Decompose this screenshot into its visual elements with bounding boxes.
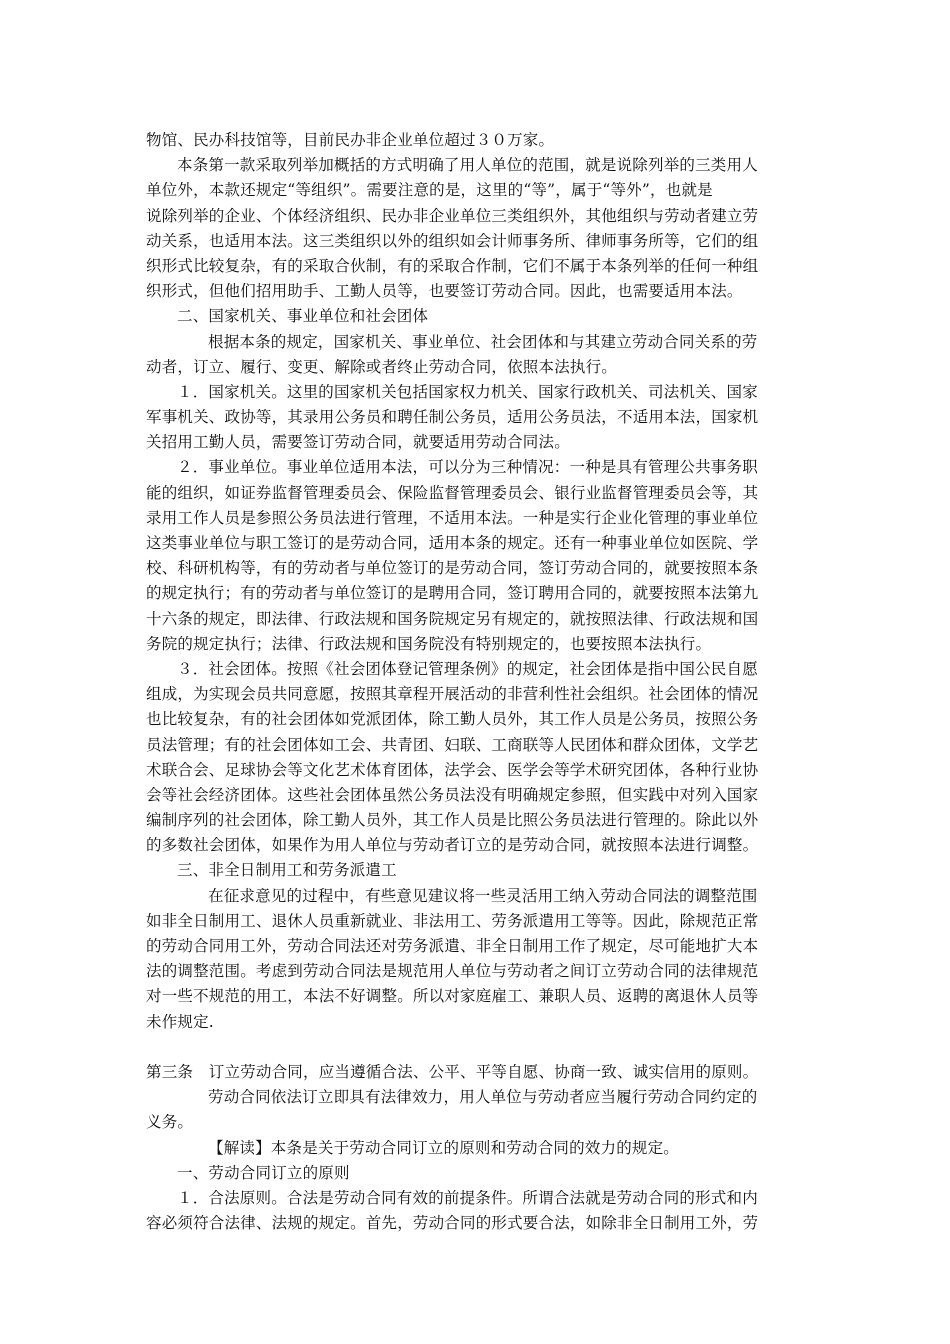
text-line: 也比较复杂，有的社会团体如党派团体，除工勤人员外，其工作人员是公务员，按照公务	[146, 710, 759, 729]
text-line: 织形式比较复杂，有的采取合伙制，有的采取合作制，它们不属于本条列举的任何一种组	[146, 256, 759, 275]
text-line: 织形式，但他们招用助手、工勤人员等，也要签订劳动合同。因此，也需要适用本法。	[146, 282, 743, 301]
text-line: 一、劳动合同订立的原则	[177, 1163, 350, 1182]
text-line: １．国家机关。这里的国家机关包括国家权力机关、国家行政机关、司法机关、国家	[177, 382, 758, 401]
text-line: 员法管理；有的社会团体如工会、共青团、妇联、工商联等人民团体和群众团体，文学艺	[146, 735, 759, 754]
text-line: 这类事业单位与职工签订的是劳动合同，适用本条的规定。还有一种事业单位如医院、学	[146, 534, 759, 552]
text-line: 动关系，也适用本法。这三类组织以外的组织如会计师事务所、律师事务所等，它们的组	[146, 231, 759, 250]
text-line: 组成，为实现会员共同意愿，按照其章程开展活动的非营利性社会组织。社会团体的情况	[146, 685, 759, 704]
text-line: 的规定执行；有的劳动者与单位签订的是聘用合同，签订聘用合同的，就要按照本法第九	[146, 584, 759, 603]
text-line: 能的组织，如证券监督管理委员会、保险监督管理委员会、银行业监督管理委员会等，其	[146, 483, 759, 502]
text-line: 根据本条的规定，国家机关、事业单位、社会团体和与其建立劳动合同关系的劳	[208, 332, 758, 351]
text-line: 在征求意见的过程中，有些意见建议将一些灵活用工纳入劳动合同法的调整范围	[208, 886, 758, 905]
text-line: 物馆、民办科技馆等，目前民办非企业单位超过３０万家。	[146, 131, 555, 149]
document-page	[146, 128, 814, 1236]
text-line: 法的调整范围。考虑到劳动合同法是规范用人单位与劳动者之间订立劳动合同的法律规范	[146, 962, 759, 981]
text-line: 本条第一款采取列举加概括的方式明确了用人单位的范围，就是说除列举的三类用人	[177, 156, 758, 175]
text-line: 说除列举的企业、个体经济组织、民办非企业单位三类组织外，其他组织与劳动者建立劳	[146, 206, 759, 225]
text-line: 未作规定.	[146, 1012, 214, 1031]
text-line: 第三条 订立劳动合同，应当遵循合法、公平、平等自愿、协商一致、诚实信用的原则。	[146, 1062, 759, 1081]
text-line: 编制序列的社会团体，除工勤人员外，其工作人员是比照公务员法进行管理的。除此以外	[146, 811, 759, 830]
text-line: 如非全日制用工、退休人员重新就业、非法用工、劳务派遣用工等等。因此，除规范正常	[146, 911, 759, 930]
text-line: 的多数社会团体，如果作为用人单位与劳动者订立的是劳动合同，就按照本法进行调整。	[146, 836, 759, 855]
text-line: 军事机关、政协等，其录用公务员和聘任制公务员，适用公务员法，不适用本法，国家机	[146, 408, 759, 427]
text-line: 务院的规定执行；法律、行政法规和国务院没有特别规定的，也要按照本法执行。	[146, 634, 712, 653]
text-line: 校、科研机构等，有的劳动者与单位签订的是劳动合同，签订劳动合同的，就要按照本条	[146, 559, 759, 578]
text-line: 【解读】本条是关于劳动合同订立的原则和劳动合同的效力的规定。	[208, 1138, 680, 1157]
blank-line	[146, 1035, 814, 1060]
text-line: 十六条的规定，即法律、行政法规和国务院规定另有规定的，就按照法律、行政法规和国	[146, 609, 759, 628]
text-line: 的劳动合同用工外，劳动合同法还对劳务派遣、非全日制用工作了规定，尽可能地扩大本	[146, 937, 759, 955]
text-line: 义务。	[146, 1113, 194, 1132]
text-line: 会等社会经济团体。这些社会团体虽然公务员法没有明确规定参照，但实践中对列入国家	[146, 785, 759, 804]
text-line: １．合法原则。合法是劳动合同有效的前提条件。所谓合法就是劳动合同的形式和内	[177, 1188, 758, 1207]
text-line: 容必须符合法律、法规的规定。首先，劳动合同的形式要合法，如除非全日制用工外，劳	[146, 1214, 759, 1233]
text-line: 对一些不规范的用工，本法不好调整。所以对家庭雇工、兼职人员、返聘的离退休人员等	[146, 987, 759, 1006]
text-line: 二、国家机关、事业单位和社会团体	[177, 307, 429, 326]
text-line: 三、非全日制用工和劳务派遣工	[177, 861, 397, 880]
text-line: ３．社会团体。按照《社会团体登记管理条例》的规定，社会团体是指中国公民自愿	[177, 659, 758, 678]
text-line: ２．事业单位。事业单位适用本法，可以分为三种情况：一种是具有管理公共事务职	[177, 458, 758, 477]
text-line: 劳动合同依法订立即具有法律效力，用人单位与劳动者应当履行劳动合同约定的	[208, 1088, 758, 1107]
text-line: 动者，订立、履行、变更、解除或者终止劳动合同，依照本法执行。	[146, 357, 618, 376]
text-line: 单位外，本款还规定“等组织”。需要注意的是，这里的“等”，属于“等外”，也就是	[146, 181, 713, 200]
text-line: 关招用工勤人员，需要签订劳动合同，就要适用劳动合同法。	[146, 433, 570, 452]
text-line: 录用工作人员是参照公务员法进行管理，不适用本法。一种是实行企业化管理的事业单位	[146, 508, 759, 527]
text-line: 术联合会、足球协会等文化艺术体育团体，法学会、医学会等学术研究团体，各种行业协	[146, 760, 759, 779]
